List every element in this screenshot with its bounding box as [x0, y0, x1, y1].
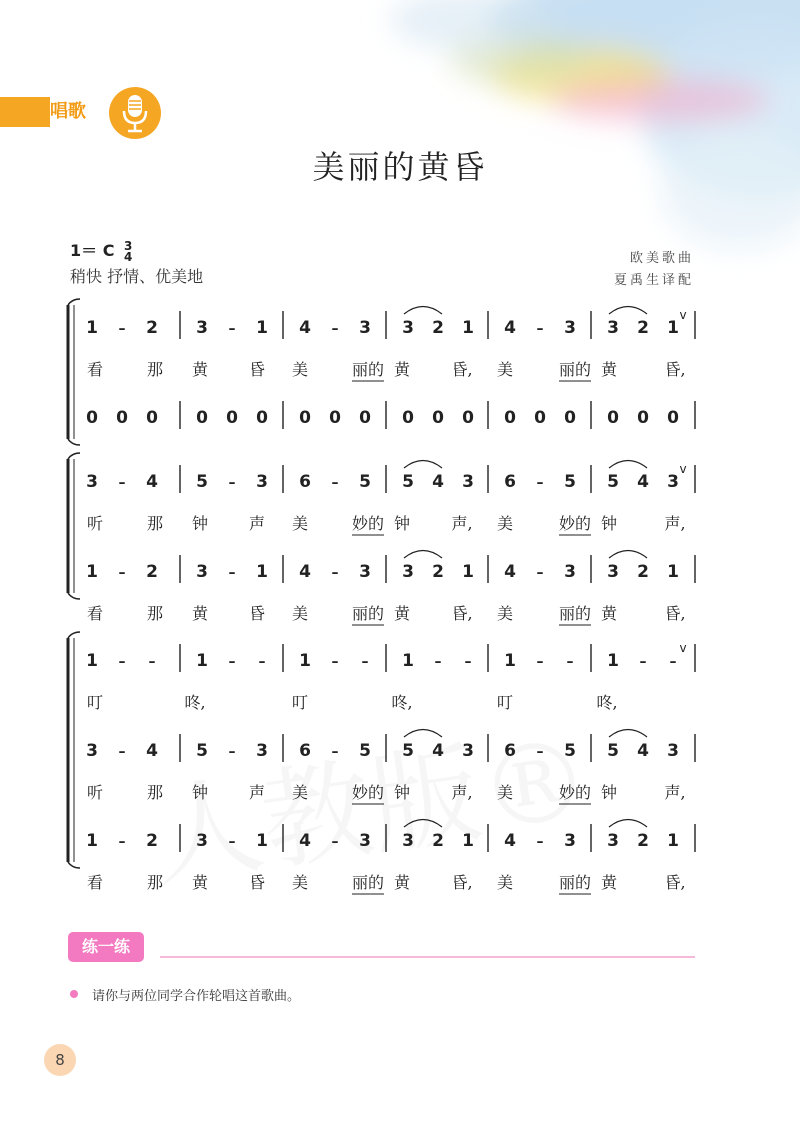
- note: –: [258, 654, 266, 670]
- note: 4: [637, 472, 649, 492]
- practice-instruction: 请你与两位同学合作轮唱这首歌曲。: [92, 989, 301, 1004]
- slur-mark: [609, 820, 647, 828]
- note: 1: [256, 562, 268, 582]
- note: 5: [564, 741, 576, 761]
- note: 0: [667, 408, 679, 428]
- note: –: [228, 321, 236, 337]
- note: 3: [256, 472, 268, 492]
- note: 3: [462, 472, 474, 492]
- lyric-syllable: 黄: [191, 873, 209, 892]
- practice-badge: 练一练: [68, 932, 144, 962]
- note: –: [331, 654, 339, 670]
- lyric-syllable: 丽的: [351, 360, 385, 379]
- note: –: [536, 565, 544, 581]
- note: 0: [607, 408, 619, 428]
- lyric-syllable: 声,: [451, 783, 473, 802]
- note: 4: [299, 562, 311, 582]
- note: 5: [196, 741, 208, 761]
- note: 2: [432, 562, 444, 582]
- note: 1: [86, 318, 98, 338]
- lyric-syllable: 声,: [664, 514, 686, 533]
- note: 0: [146, 408, 158, 428]
- note: 0: [196, 408, 208, 428]
- note: 4: [504, 831, 516, 851]
- note: 1: [299, 651, 311, 671]
- lyric-syllable: 丽的: [351, 604, 385, 623]
- note: 0: [116, 408, 128, 428]
- song-title: 美丽的黄昏: [312, 148, 488, 186]
- note: 3: [667, 472, 679, 492]
- bracket-hook-top: [68, 299, 80, 305]
- note: 3: [607, 562, 619, 582]
- lyric-syllable: 昏: [248, 873, 266, 892]
- lyric-syllable: 妙的: [351, 783, 385, 802]
- lyric-syllable: 声: [248, 783, 266, 802]
- lyric-syllable: 那: [146, 360, 164, 379]
- note: 0: [504, 408, 516, 428]
- lyric-syllable: 声,: [664, 783, 686, 802]
- note: 0: [402, 408, 414, 428]
- slur-mark: [609, 461, 647, 469]
- note: –: [536, 321, 544, 337]
- note: 3: [196, 831, 208, 851]
- note: 3: [359, 831, 371, 851]
- note: 4: [504, 562, 516, 582]
- lyric-syllable: 咚,: [184, 693, 206, 712]
- note: –: [361, 654, 369, 670]
- note: –: [118, 744, 126, 760]
- lyric-syllable: 昏,: [664, 873, 686, 892]
- note: –: [331, 744, 339, 760]
- note: –: [228, 475, 236, 491]
- lyric-syllable: 那: [146, 783, 164, 802]
- note: 0: [359, 408, 371, 428]
- slur-mark: [404, 730, 442, 738]
- note: –: [118, 565, 126, 581]
- note: –: [118, 475, 126, 491]
- lyric-syllable: 黄: [600, 360, 618, 379]
- note: 5: [402, 472, 414, 492]
- time-signature-top: 3: [124, 238, 133, 253]
- note: 0: [534, 408, 546, 428]
- lyric-syllable: 看: [86, 873, 104, 892]
- breath-mark: v: [679, 641, 687, 655]
- note: –: [228, 744, 236, 760]
- note: 2: [146, 831, 158, 851]
- lyric-syllable: 妙的: [558, 514, 592, 533]
- note: 4: [504, 318, 516, 338]
- lyric-syllable: 那: [146, 873, 164, 892]
- note: 4: [299, 831, 311, 851]
- note: –: [464, 654, 472, 670]
- note: –: [228, 654, 236, 670]
- note: 0: [299, 408, 311, 428]
- note: 4: [432, 741, 444, 761]
- slur-mark: [404, 551, 442, 559]
- lyric-syllable: 钟: [191, 783, 209, 802]
- bullet-icon: [70, 990, 78, 998]
- note: 5: [564, 472, 576, 492]
- lyric-syllable: 昏,: [451, 604, 473, 623]
- lyric-syllable: 美: [496, 783, 514, 802]
- lyric-syllable: 听: [86, 783, 104, 802]
- lyric-syllable: 黄: [191, 360, 209, 379]
- note: –: [536, 834, 544, 850]
- lyric-syllable: 美: [291, 873, 309, 892]
- note: 0: [637, 408, 649, 428]
- lyric-syllable: 咚,: [391, 693, 413, 712]
- lyric-syllable: 昏,: [664, 360, 686, 379]
- note: 1: [402, 651, 414, 671]
- note: 3: [402, 831, 414, 851]
- note: –: [118, 834, 126, 850]
- note: 5: [196, 472, 208, 492]
- note: 1: [86, 562, 98, 582]
- lyric-syllable: 叮: [496, 693, 514, 712]
- lyric-syllable: 昏,: [664, 604, 686, 623]
- note: 0: [256, 408, 268, 428]
- note: 5: [359, 741, 371, 761]
- lyric-syllable: 钟: [600, 783, 618, 802]
- lyric-syllable: 美: [291, 783, 309, 802]
- note: 1: [196, 651, 208, 671]
- slur-mark: [609, 730, 647, 738]
- note: –: [228, 565, 236, 581]
- lyric-syllable: 声,: [451, 514, 473, 533]
- note: 3: [402, 562, 414, 582]
- lyric-syllable: 听: [86, 514, 104, 533]
- note: 5: [607, 741, 619, 761]
- note: 0: [564, 408, 576, 428]
- note: 1: [256, 318, 268, 338]
- note: –: [148, 654, 156, 670]
- lyric-syllable: 昏: [248, 604, 266, 623]
- note: 2: [637, 562, 649, 582]
- lyric-syllable: 美: [496, 360, 514, 379]
- note: 6: [504, 741, 516, 761]
- note: 3: [564, 562, 576, 582]
- lyric-syllable: 丽的: [558, 604, 592, 623]
- lyric-syllable: 美: [496, 604, 514, 623]
- note: 3: [86, 741, 98, 761]
- song-origin: 欧美歌曲: [629, 251, 694, 266]
- note: 3: [86, 472, 98, 492]
- note: 0: [432, 408, 444, 428]
- song-translator: 夏禹生译配: [613, 273, 694, 288]
- note: 2: [432, 831, 444, 851]
- lyric-syllable: 钟: [600, 514, 618, 533]
- note: 3: [462, 741, 474, 761]
- note: 3: [359, 562, 371, 582]
- note: 5: [402, 741, 414, 761]
- note: 4: [299, 318, 311, 338]
- note: –: [331, 834, 339, 850]
- lyric-syllable: 美: [291, 604, 309, 623]
- note: –: [536, 475, 544, 491]
- lyric-syllable: 咚,: [596, 693, 618, 712]
- lyric-syllable: 那: [146, 514, 164, 533]
- lyric-syllable: 钟: [191, 514, 209, 533]
- slur-mark: [609, 307, 647, 315]
- note: 1: [667, 831, 679, 851]
- note: 2: [637, 831, 649, 851]
- note: 1: [607, 651, 619, 671]
- lyric-syllable: 昏,: [451, 360, 473, 379]
- lyric-syllable: 美: [291, 514, 309, 533]
- bracket-hook-bottom: [68, 862, 80, 868]
- note: 3: [564, 318, 576, 338]
- note: 0: [462, 408, 474, 428]
- lyric-syllable: 看: [86, 360, 104, 379]
- note: 1: [504, 651, 516, 671]
- lyric-syllable: 黄: [191, 604, 209, 623]
- note: 1: [256, 831, 268, 851]
- note: 1: [462, 562, 474, 582]
- note: 3: [607, 318, 619, 338]
- bracket-hook-bottom: [68, 439, 80, 445]
- lyric-syllable: 丽的: [558, 873, 592, 892]
- note: 6: [299, 741, 311, 761]
- lyric-syllable: 妙的: [558, 783, 592, 802]
- lyric-syllable: 声: [248, 514, 266, 533]
- breath-mark: v: [679, 308, 687, 322]
- note: 6: [299, 472, 311, 492]
- lyric-syllable: 黄: [393, 360, 411, 379]
- note: 3: [607, 831, 619, 851]
- lyric-syllable: 黄: [393, 604, 411, 623]
- lyric-syllable: 昏,: [451, 873, 473, 892]
- note: 2: [146, 562, 158, 582]
- note: 1: [667, 562, 679, 582]
- section-label: 唱歌: [50, 101, 86, 122]
- note: 3: [402, 318, 414, 338]
- note: 4: [146, 741, 158, 761]
- note: 1: [462, 831, 474, 851]
- slur-mark: [404, 461, 442, 469]
- bracket-hook-bottom: [68, 593, 80, 599]
- lyric-syllable: 钟: [393, 783, 411, 802]
- note: 4: [432, 472, 444, 492]
- note: 1: [462, 318, 474, 338]
- note: –: [434, 654, 442, 670]
- slur-mark: [404, 820, 442, 828]
- lyric-syllable: 叮: [86, 693, 104, 712]
- note: –: [118, 654, 126, 670]
- lyric-syllable: 黄: [600, 873, 618, 892]
- note: 4: [637, 741, 649, 761]
- lyric-syllable: 那: [146, 604, 164, 623]
- note: 3: [196, 562, 208, 582]
- lyric-syllable: 丽的: [558, 360, 592, 379]
- lyric-syllable: 美: [496, 873, 514, 892]
- lyric-syllable: 黄: [393, 873, 411, 892]
- lyric-syllable: 叮: [291, 693, 309, 712]
- bracket-hook-top: [68, 453, 80, 459]
- note: –: [566, 654, 574, 670]
- time-signature-bottom: 4: [124, 249, 133, 264]
- tempo-marking: 稍快 抒情、优美地: [70, 267, 204, 286]
- note: 3: [256, 741, 268, 761]
- note: –: [331, 565, 339, 581]
- note: –: [331, 475, 339, 491]
- lyric-syllable: 美: [291, 360, 309, 379]
- lyric-syllable: 昏: [248, 360, 266, 379]
- slur-mark: [609, 551, 647, 559]
- note: 3: [564, 831, 576, 851]
- note: 3: [196, 318, 208, 338]
- note: 3: [667, 741, 679, 761]
- lyric-syllable: 黄: [600, 604, 618, 623]
- lyric-syllable: 妙的: [351, 514, 385, 533]
- breath-mark: v: [679, 462, 687, 476]
- bracket-hook-top: [68, 632, 80, 638]
- note: 1: [667, 318, 679, 338]
- note: –: [536, 744, 544, 760]
- note: 0: [329, 408, 341, 428]
- slur-mark: [404, 307, 442, 315]
- note: –: [118, 321, 126, 337]
- note: 5: [607, 472, 619, 492]
- note: –: [331, 321, 339, 337]
- lyric-syllable: 美: [496, 514, 514, 533]
- note: 6: [504, 472, 516, 492]
- lyric-syllable: 丽的: [351, 873, 385, 892]
- lyric-syllable: 钟: [393, 514, 411, 533]
- note: 4: [146, 472, 158, 492]
- note: 0: [86, 408, 98, 428]
- note: 1: [86, 831, 98, 851]
- note: –: [228, 834, 236, 850]
- page-number: 8: [44, 1044, 76, 1076]
- note: 2: [146, 318, 158, 338]
- note: 2: [637, 318, 649, 338]
- note: –: [669, 654, 677, 670]
- key-text: 1＝ C: [70, 241, 115, 260]
- note: 0: [226, 408, 238, 428]
- lyric-syllable: 看: [86, 604, 104, 623]
- note: 2: [432, 318, 444, 338]
- note: 3: [359, 318, 371, 338]
- note: –: [536, 654, 544, 670]
- note: 1: [86, 651, 98, 671]
- note: –: [639, 654, 647, 670]
- practice-divider: [160, 956, 695, 958]
- note: 5: [359, 472, 371, 492]
